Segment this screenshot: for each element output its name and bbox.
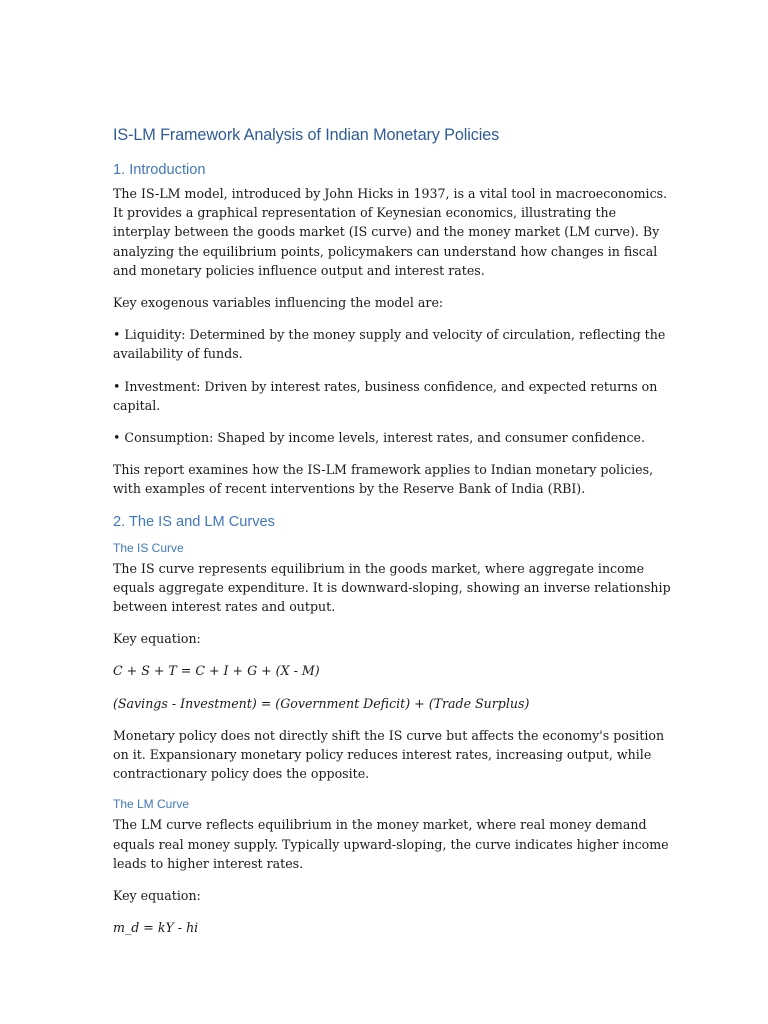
is-monetary-policy-paragraph: Monetary policy does not directly shift the IS curve but affects the economy's position on it. Expansionary monetary policy reduces interest rates, increasing output, while contractionary policy does the opposite. xyxy=(113,727,665,782)
key-variables-intro: Key exogenous variables influencing the model are: xyxy=(113,295,444,311)
is-equation-1: C + S + T = C + I + G + (X - M) xyxy=(113,663,320,679)
report-scope-paragraph: This report examines how the IS-LM framework applies to Indian monetary policies, with examples of recent interventions by the Reserve Bank of India (RBI). xyxy=(113,462,654,497)
document-title: IS-LM Framework Analysis of Indian Monetary Policies xyxy=(113,126,500,144)
is-equation-2: (Savings - Investment) = (Government Deficit) + (Trade Surplus) xyxy=(113,695,530,711)
subheading-lm-curve: The LM Curve xyxy=(113,797,190,812)
bullet-liquidity: • Liquidity: Determined by the money supply and velocity of circulation, reflecting the availability of funds. xyxy=(113,327,666,362)
lm-key-equation-label: Key equation: xyxy=(113,888,201,904)
lm-equation-1: m_d = kY - hi xyxy=(113,920,199,936)
intro-paragraph: The IS-LM model, introduced by John Hicks in 1937, is a vital tool in macroeconomics. It provides a graphical representation of Keynesian economics, illustrating the interplay between the goods market (IS curve) and the money market (LM curve). By analyzing the equilibrium points, policymakers can understand how changes in fiscal and monetary policies influence output and interest rates. xyxy=(113,186,668,278)
is-key-equation-label: Key equation: xyxy=(113,631,201,647)
subheading-is-curve: The IS Curve xyxy=(113,540,184,555)
bullet-investment: • Investment: Driven by interest rates, business confidence, and expected returns on capital. xyxy=(113,378,658,413)
is-curve-paragraph: The IS curve represents equilibrium in the goods market, where aggregate income equals aggregate expenditure. It is downward-sloping, showing an inverse relationship between interest rates and output. xyxy=(113,560,671,615)
bullet-consumption: • Consumption: Shaped by income levels, interest rates, and consumer confidence. xyxy=(113,430,645,446)
section-heading-introduction: 1. Introduction xyxy=(113,162,206,178)
document-body xyxy=(113,124,673,950)
section-heading-is-lm-curves: 2. The IS and LM Curves xyxy=(113,513,275,530)
lm-curve-paragraph: The LM curve reflects equilibrium in the money market, where real money demand equals real money supply. Typically upward-sloping, the curve indicates higher income leads to higher interest rates. xyxy=(113,817,669,871)
